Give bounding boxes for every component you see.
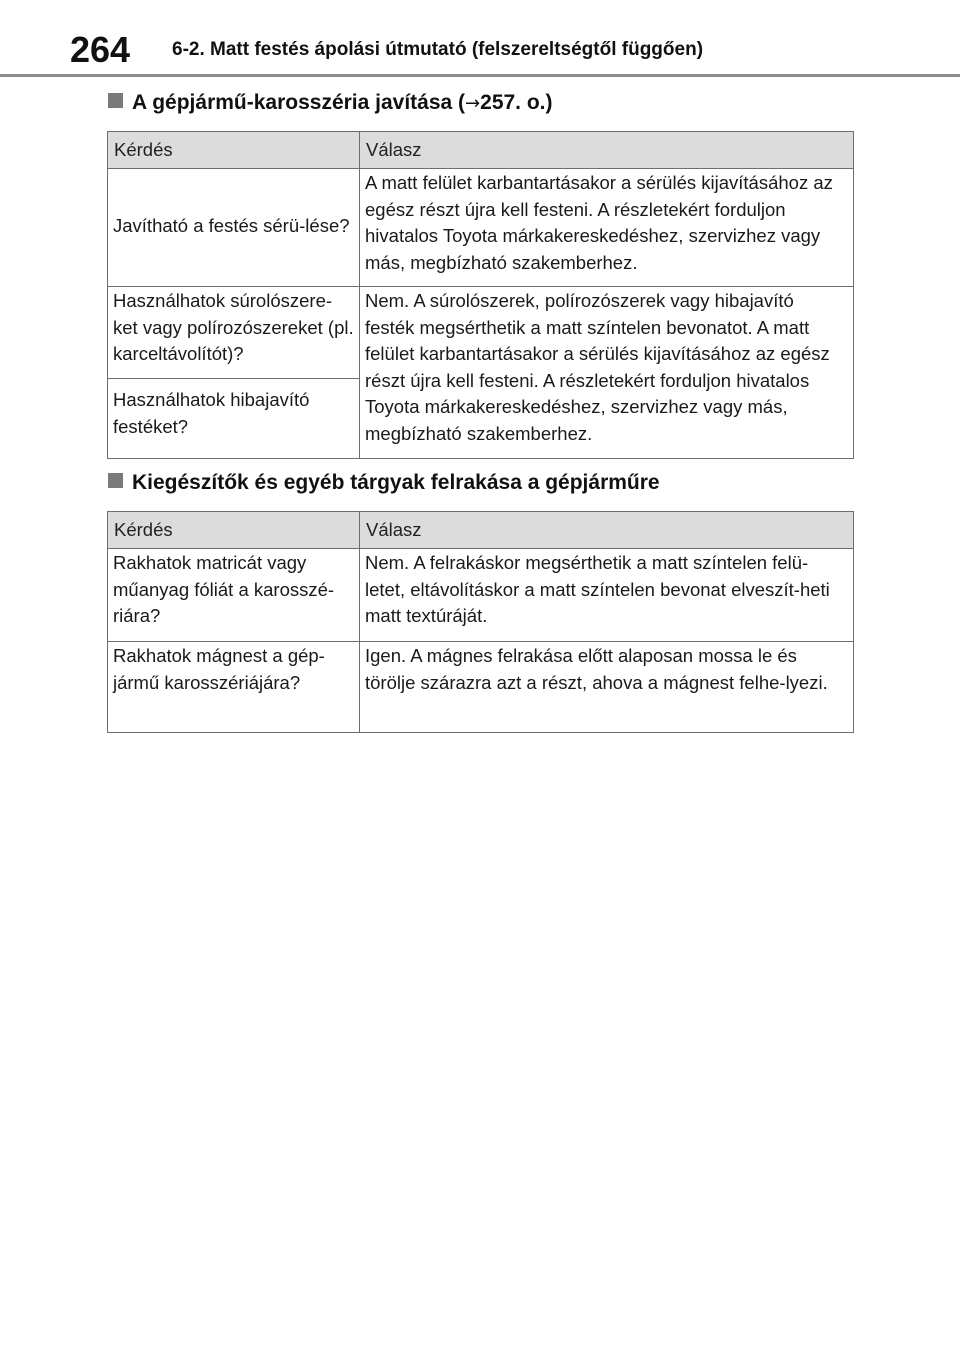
column-header-answer: Válasz <box>360 132 854 169</box>
table-row <box>108 169 854 287</box>
answer-cell: A matt felület karbantartásakor a sérülés kijavításához az egész részt újra kell festeni. A részletekért forduljon hivatalos Toyota márkakereskedéshez, szervizhez vagy más, megbízható szakemberhez. <box>360 169 854 287</box>
answer-cell: Nem. A felrakáskor megsérthetik a matt színtelen felü-letet, eltávolításkor a matt színtelen bevonat elveszít-heti matt textúráját. <box>360 549 854 642</box>
table-row <box>108 549 854 642</box>
section-heading-accessories-text: Kiegészítők és egyéb tárgyak felrakása a gépjárműre <box>132 471 660 494</box>
question-cell: Rakhatok mágnest a gép-jármű karosszériájára? <box>108 642 360 733</box>
question-cell: Javítható a festés sérü-lése? <box>108 169 360 287</box>
question-cell: Rakhatok matricát vagy műanyag fóliát a karosszé-riára? <box>108 549 360 642</box>
table-header-row <box>108 132 854 169</box>
repair-qa-table <box>107 131 854 459</box>
accessories-qa-table <box>107 511 854 733</box>
page-reference-link[interactable]: 257. o.) <box>480 91 553 114</box>
column-header-question: Kérdés <box>108 512 360 549</box>
column-header-question: Kérdés <box>108 132 360 169</box>
section-heading-accessories <box>108 470 660 496</box>
table-row <box>108 287 854 379</box>
header-divider <box>0 74 960 77</box>
section-heading-repair-text: A gépjármű-karosszéria javítása ( <box>132 91 466 114</box>
square-bullet-icon <box>108 473 123 488</box>
question-cell: Használhatok hibajavító festéket? <box>108 379 360 459</box>
question-cell: Használhatok súrolószere-ket vagy polírozószereket (pl. karceltávolítót)? <box>108 287 360 379</box>
chapter-header-title: 6-2. Matt festés ápolási útmutató (felszereltségtől függően) <box>172 39 704 60</box>
answer-cell: Nem. A súrolószerek, polírozószerek vagy hibajavító festék megsérthetik a matt színtelen bevonatot. A matt felület karbantartásakor a sérülés kijavításához az egész részt újra kell festeni. A részletekért forduljon hivatalos Toyota márkakereskedéshez, szervizhez vagy más, megbízható szakemberhez. <box>360 287 854 459</box>
table-row <box>108 642 854 733</box>
square-bullet-icon <box>108 93 123 108</box>
section-heading-repair <box>108 90 553 117</box>
column-header-answer: Válasz <box>360 512 854 549</box>
page-reference-arrow-icon: → <box>465 93 481 114</box>
answer-cell: Igen. A mágnes felrakása előtt alaposan mossa le és törölje szárazra azt a részt, ahova a mágnest felhe-lyezi. <box>360 642 854 733</box>
table-header-row <box>108 512 854 549</box>
page-number: 264 <box>70 29 131 70</box>
